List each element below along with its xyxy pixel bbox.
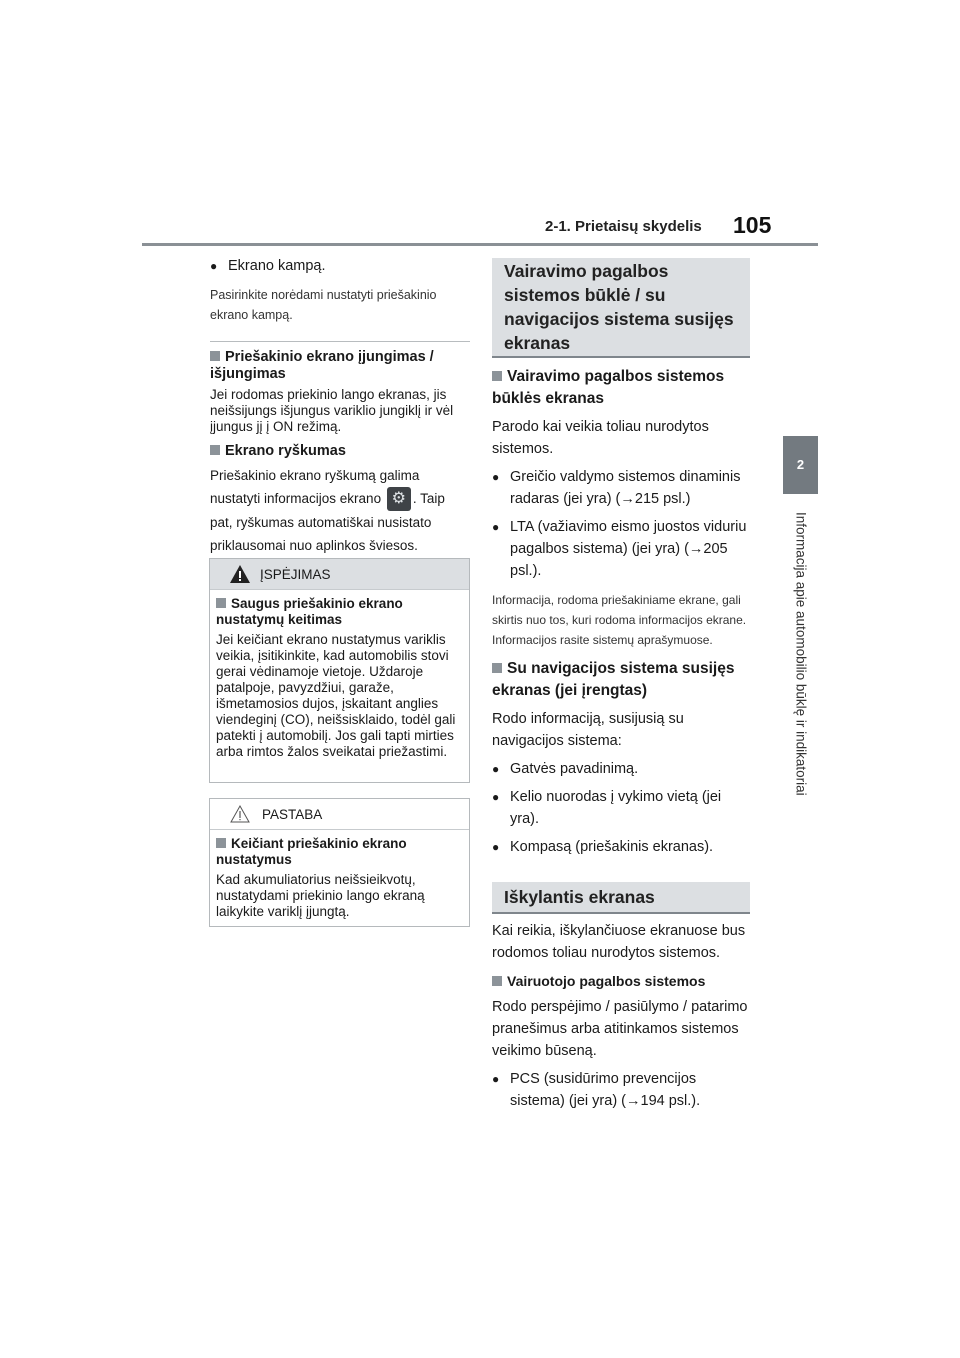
right-column	[492, 366, 750, 858]
notice-label: PASTABA	[262, 807, 323, 822]
list-item: ● LTA (važiavimo eismo juostos viduriu pagalbos sistema) (jei yra) (→205 psl.).	[492, 516, 750, 582]
square-bullet-icon	[492, 663, 502, 673]
notice-box	[209, 798, 470, 927]
square-bullet-icon	[216, 598, 226, 608]
warning-text: Jei keičiant ekrano nustatymus variklis veikia, įsitikinkite, kad automobilis stovi gerai vėdinamoje vietoje. Uždaroje patalpoje, pavyzdžiui, garaže, išmetamosios dujos, įskaitant anglies viendeginį (CO), neišsisklaido, todėl gali patekti į automobilį. Jos gali tapti mirties arba rimtos žalos sveikatai priežastimi.	[216, 632, 456, 759]
settings-gear-icon	[387, 487, 411, 511]
caution-triangle-outline-icon	[230, 805, 250, 823]
text-onoff: Jei rodomas priekinio lango ekranas, jis neišsijungs išjungus variklio jungiklį ir vėl įjungus jį į ON režimą.	[210, 387, 454, 434]
chapter-side-title-text: Informacija apie automobilio būklę ir indikatoriai	[793, 512, 809, 796]
heading-brightness: Ekrano ryškumas	[210, 443, 470, 460]
header-rule	[142, 243, 818, 246]
bullet-screen-angle: ● Ekrano kampą.	[210, 255, 470, 277]
note-drive-assist: Informacija, rodoma priešakiniame ekrane, gali skirtis nuo tos, kuri rodoma informacijos ekrane. Informacijos rasite sistemų aprašymuose.	[492, 593, 747, 647]
heading-onoff: Priešakinio ekrano įjungimas / išjungimas	[210, 349, 434, 382]
warning-triangle-icon	[230, 565, 250, 583]
list-item: ● Greičio valdymo sistemos dinaminis radaras (jei yra) (→215 psl.)	[492, 466, 750, 510]
list-item: ● Kelio nuorodas į vykimo vietą (jei yra).	[492, 786, 750, 830]
square-bullet-icon	[492, 976, 502, 986]
section-heading-drive-assist-nav: Vairavimo pagalbos sistemos būklė / su navigacijos sistema susijęs ekranas	[492, 258, 750, 358]
chapter-tab: 2	[783, 436, 818, 494]
section-title: 2-1. Prietaisų skydelis	[545, 218, 702, 235]
square-bullet-icon	[210, 445, 220, 455]
warning-heading: Saugus priešakinio ekrano nustatymų keitimas	[216, 596, 403, 627]
note-screen-angle: Pasirinkite norėdami nustatyti priešakinio ekrano kampą.	[210, 288, 437, 322]
notice-header	[210, 799, 469, 830]
warning-box	[209, 558, 470, 783]
divider	[210, 341, 470, 342]
right-column-lower	[492, 920, 750, 1112]
list-item: ● Kompasą (priešakinis ekranas).	[492, 836, 750, 858]
notice-heading: Keičiant priešakinio ekrano nustatymus	[216, 836, 407, 867]
heading-drive-assist-status: Vairavimo pagalbos sistemos būklės ekranas	[492, 368, 725, 407]
text-popup: Kai reikia, iškylančiuose ekranuose bus rodomos toliau nurodytos sistemos.	[492, 923, 746, 961]
heading-navigation: Su navigacijos sistema susijęs ekranas (jei įrengtas)	[492, 660, 735, 699]
heading-driver-assist: Vairuotojo pagalbos sistemos	[492, 973, 750, 990]
left-column	[210, 255, 470, 557]
warning-label: ĮSPĖJIMAS	[260, 567, 331, 582]
text-navigation: Rodo informaciją, susijusią su navigacijos sistema:	[492, 711, 684, 749]
square-bullet-icon	[210, 351, 220, 361]
text-brightness: Priešakinio ekrano ryškumą galima nustatyti informacijos ekrano ⚙ . Taip pat, ryškumas automatiškai nusistato priklausomai nuo aplinkos šviesos.	[210, 464, 470, 557]
notice-text: Kad akumuliatorius neišsieikvotų, nustatydami priekinio lango ekraną laikykite variklį įjungtą.	[216, 872, 425, 919]
notice-body	[210, 830, 469, 926]
text-driver-assist: Rodo perspėjimo / pasiūlymo / patarimo pranešimus arba atitinkamos sistemos veikimo būseną.	[492, 999, 748, 1059]
section-heading-popup: Iškylantis ekranas	[492, 882, 750, 914]
square-bullet-icon	[492, 371, 502, 381]
square-bullet-icon	[216, 838, 226, 848]
warning-body	[210, 590, 469, 766]
text-drive-assist: Parodo kai veikia toliau nurodytos sistemos.	[492, 419, 709, 457]
page-number: 105	[733, 212, 772, 238]
list-item: ● PCS (susidūrimo prevencijos sistema) (jei yra) (→194 psl.).	[492, 1068, 750, 1112]
list-item: ● Gatvės pavadinimą.	[492, 758, 750, 780]
warning-header	[210, 559, 469, 590]
